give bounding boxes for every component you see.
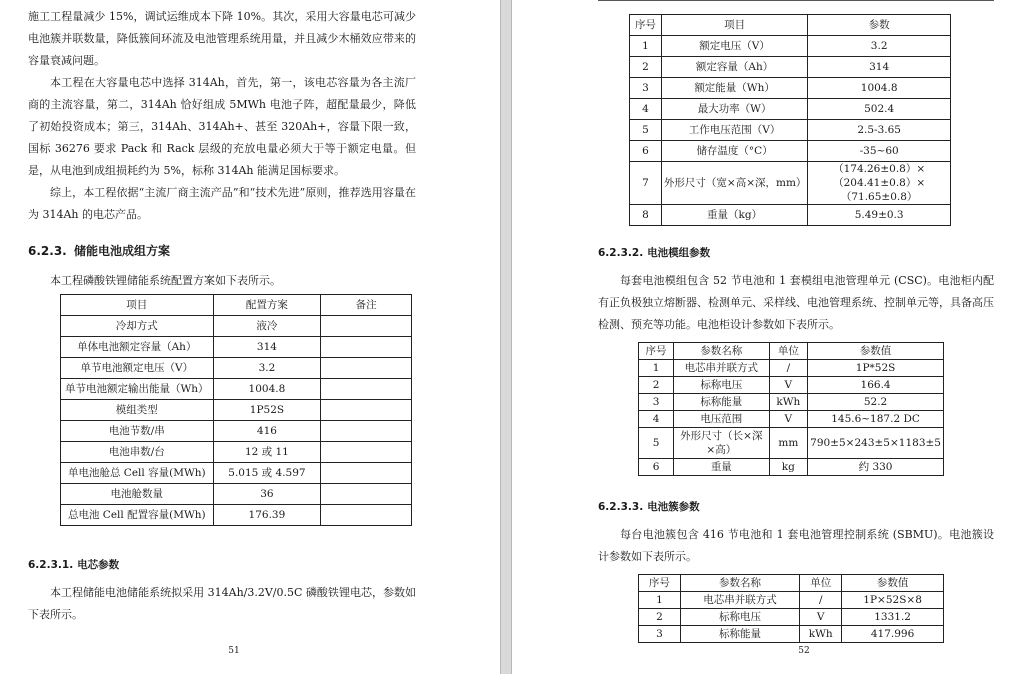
table-row <box>639 592 944 609</box>
table-row <box>61 505 412 526</box>
cluster-parameters-table <box>638 574 944 643</box>
page-gap <box>500 0 512 674</box>
page-51 <box>0 0 500 674</box>
table-row <box>61 421 412 442</box>
table-row <box>639 626 944 643</box>
table-cell: 标称电压 <box>674 377 769 394</box>
table-cell: 电池节数/串 <box>61 421 214 442</box>
table-cell <box>321 484 412 505</box>
table-cell: V <box>769 377 808 394</box>
subsection-number: 6.2.3.2. <box>598 247 644 259</box>
table-cell: 12 或 11 <box>213 442 321 463</box>
section-title: 储能电池成组方案 <box>74 244 171 258</box>
table-row <box>61 442 412 463</box>
table-header-row <box>61 295 412 316</box>
table-row <box>630 99 951 120</box>
table-cell: 1004.8 <box>213 379 321 400</box>
table-cell: 模组类型 <box>61 400 214 421</box>
table-cell: 4 <box>630 99 662 120</box>
table-cell: 3 <box>639 394 674 411</box>
paragraph-continued: 施工工程量减少 15%，调试运维成本下降 10%。其次，采用大容量电芯可减少电池簇并联数量，降低簇间环流及电池管理系统用量，并且减少木桶效应带来的容量衰减问题。 <box>28 10 416 67</box>
table-cell: 5.49±0.3 <box>808 205 951 226</box>
table-cell: 重量 <box>674 459 769 476</box>
column-header: 序号 <box>639 575 681 592</box>
table-cell: 1 <box>639 360 674 377</box>
table-cell: 5 <box>639 428 674 459</box>
table-cell: 3 <box>639 626 681 643</box>
table-cell: 6 <box>630 141 662 162</box>
table-cell: 最大功率（W） <box>661 99 807 120</box>
table-cell: 3 <box>630 78 662 99</box>
column-header: 单位 <box>800 575 842 592</box>
column-header: 项目 <box>61 295 214 316</box>
table-cell: 液冷 <box>213 316 321 337</box>
column-header: 参数名称 <box>674 343 769 360</box>
table-cell: / <box>800 592 842 609</box>
table-row <box>639 411 944 428</box>
table-cell <box>321 421 412 442</box>
table-cell: 电芯串并联方式 <box>674 360 769 377</box>
page-51-content <box>28 6 416 626</box>
table-cell <box>321 316 412 337</box>
table-header-row <box>639 343 944 360</box>
table-cell: 1 <box>630 36 662 57</box>
table-cell: 4 <box>639 411 674 428</box>
table-cell: 额定能量（Wh） <box>661 78 807 99</box>
table-row <box>639 428 944 459</box>
page-52 <box>512 0 1016 674</box>
table-cell: 额定容量（Ah） <box>661 57 807 78</box>
config-table <box>60 294 412 526</box>
column-header: 单位 <box>769 343 808 360</box>
table-row <box>61 316 412 337</box>
table-cell: 标称能量 <box>674 394 769 411</box>
table-cell: 标称能量 <box>680 626 799 643</box>
table-cell: 外形尺寸（长×深×高） <box>674 428 769 459</box>
table-cell: 2.5-3.65 <box>808 120 951 141</box>
table-row <box>61 463 412 484</box>
column-header: 序号 <box>630 15 662 36</box>
table-cell: 工作电压范围（V） <box>661 120 807 141</box>
table-cell: 52.2 <box>808 394 944 411</box>
table-cell <box>321 463 412 484</box>
table-cell: kWh <box>800 626 842 643</box>
table-cell <box>321 337 412 358</box>
subsection-heading-6-2-3-2 <box>598 242 994 264</box>
table-row <box>630 57 951 78</box>
table-row <box>630 162 951 205</box>
column-header: 参数名称 <box>680 575 799 592</box>
table-cell: 储存温度（°C） <box>661 141 807 162</box>
table-cell <box>321 505 412 526</box>
table-cell: 502.4 <box>808 99 951 120</box>
table-cell: kg <box>769 459 808 476</box>
table-cell: 145.6~187.2 DC <box>808 411 944 428</box>
column-header: 序号 <box>639 343 674 360</box>
page-number: 52 <box>798 646 810 656</box>
subsection-heading-6-2-3-3 <box>598 496 994 518</box>
table-row <box>630 78 951 99</box>
table-cell: 2 <box>630 57 662 78</box>
table-cell: 176.39 <box>213 505 321 526</box>
paragraph-314ah-rationale: 本工程在大容量电芯中选择 314Ah，首先，第一，该电芯容量为各主流厂商的主流容量，第二，314Ah 恰好组成 5MWh 电池子阵，超配量最少，降低了初始投资成本；第三，314Ah、314Ah+、甚至 320Ah+，容量下限一致，国标 36276 要求 Pack 和 Rack 层级的充放电量必须大于等于额定电量。但是，从电池到成组损耗约为 5%，标称 314Ah 能满足国标要求。 <box>28 76 416 177</box>
table-header-row <box>630 15 951 36</box>
table-cell: V <box>800 609 842 626</box>
table-cell: 1 <box>639 592 681 609</box>
subsection-title: 电芯参数 <box>77 559 120 571</box>
subsection-intro: 每台电池簇包含 416 节电池和 1 套电池管理控制系统 (SBMU)。电池簇设计参数如下表所示。 <box>598 528 994 563</box>
column-header: 参数值 <box>808 343 944 360</box>
table-cell <box>321 442 412 463</box>
table-row <box>61 379 412 400</box>
table-cell: 790±5×243±5×1183±5 <box>808 428 944 459</box>
subsection-number: 6.2.3.3. <box>598 501 644 513</box>
table-cell <box>321 400 412 421</box>
subsection-number: 6.2.3.1. <box>28 559 74 571</box>
table-cell: 单体电池额定容量（Ah） <box>61 337 214 358</box>
table-cell: -35~60 <box>808 141 951 162</box>
table-cell: 1P×52S×8 <box>842 592 944 609</box>
table-cell: 单节电池额定输出能量（Wh） <box>61 379 214 400</box>
table-cell: 2 <box>639 377 674 394</box>
column-header: 参数 <box>808 15 951 36</box>
table-row <box>630 120 951 141</box>
subsection-title: 电池簇参数 <box>647 501 700 513</box>
module-parameters-table <box>638 342 944 476</box>
table-cell: 单节电池额定电压（V） <box>61 358 214 379</box>
table-cell: / <box>769 360 808 377</box>
table-cell: mm <box>769 428 808 459</box>
table-cell: 重量（kg） <box>661 205 807 226</box>
table-cell: kWh <box>769 394 808 411</box>
table-cell: 电芯串并联方式 <box>680 592 799 609</box>
table-cell: 1331.2 <box>842 609 944 626</box>
table-cell: 416 <box>213 421 321 442</box>
table-cell: 额定电压（V） <box>661 36 807 57</box>
table-row <box>630 36 951 57</box>
table-row <box>61 484 412 505</box>
subsection-title: 电池模组参数 <box>647 247 711 259</box>
table-cell: （174.26±0.8）×（204.41±0.8）×（71.65±0.8） <box>808 162 951 205</box>
subsection-heading-6-2-3-1 <box>28 554 416 576</box>
table-cell: 1P*52S <box>808 360 944 377</box>
table-cell: 1P52S <box>213 400 321 421</box>
table-cell: 36 <box>213 484 321 505</box>
table-header-row <box>639 575 944 592</box>
table-cell <box>321 379 412 400</box>
table-cell <box>321 358 412 379</box>
table-row <box>639 377 944 394</box>
table-cell: 电池舱数量 <box>61 484 214 505</box>
section-intro: 本工程磷酸铁锂储能系统配置方案如下表所示。 <box>50 274 281 287</box>
table-row <box>61 358 412 379</box>
table-cell: 8 <box>630 205 662 226</box>
table-row <box>630 141 951 162</box>
table-cell: 单电池舱总 Cell 容量(MWh) <box>61 463 214 484</box>
column-header: 项目 <box>661 15 807 36</box>
table-cell: 电压范围 <box>674 411 769 428</box>
section-number: 6.2.3. <box>28 244 67 258</box>
table-cell: 314 <box>213 337 321 358</box>
paragraph-summary: 综上，本工程依据“主流厂商主流产品”和“技术先进”原则，推荐选用容量在为 314Ah 的电芯产品。 <box>28 186 416 221</box>
table-cell: 冷却方式 <box>61 316 214 337</box>
subsection-intro: 本工程储能电池储能系统拟采用 314Ah/3.2V/0.5C 磷酸铁锂电芯，参数如下表所示。 <box>28 586 416 621</box>
cell-parameters-table <box>629 14 951 226</box>
page-number: 51 <box>228 646 240 656</box>
table-cell: 2 <box>639 609 681 626</box>
table-cell: 电池串数/台 <box>61 442 214 463</box>
table-cell: 3.2 <box>213 358 321 379</box>
table-cell: 1004.8 <box>808 78 951 99</box>
table-row <box>639 609 944 626</box>
table-row <box>61 337 412 358</box>
table-cell: 7 <box>630 162 662 205</box>
column-header: 参数值 <box>842 575 944 592</box>
table-cell: 5 <box>630 120 662 141</box>
table-cell: 约 330 <box>808 459 944 476</box>
table-cell: 5.015 或 4.597 <box>213 463 321 484</box>
table-row <box>630 205 951 226</box>
section-heading-6-2-3 <box>28 240 416 262</box>
table-cell: 总电池 Cell 配置容量(MWh) <box>61 505 214 526</box>
table-row <box>61 400 412 421</box>
table-cell: 3.2 <box>808 36 951 57</box>
table-cell: 标称电压 <box>680 609 799 626</box>
subsection-intro: 每套电池模组包含 52 节电池和 1 套模组电池管理单元 (CSC)。电池柜内配有正负极独立熔断器、检测单元、采样线、电池管理系统、控制单元等，具备高压检测、预充等功能。电池柜设计参数如下表所示。 <box>598 274 994 331</box>
table-row <box>639 459 944 476</box>
table-cell: 314 <box>808 57 951 78</box>
table-row <box>639 394 944 411</box>
column-header: 配置方案 <box>213 295 321 316</box>
table-cell: 417.996 <box>842 626 944 643</box>
column-header: 备注 <box>321 295 412 316</box>
page-52-content <box>598 0 994 643</box>
table-cell: 外形尺寸（宽×高×深，mm） <box>661 162 807 205</box>
table-row <box>639 360 944 377</box>
table-cell: V <box>769 411 808 428</box>
table-cell: 6 <box>639 459 674 476</box>
table-cell: 166.4 <box>808 377 944 394</box>
